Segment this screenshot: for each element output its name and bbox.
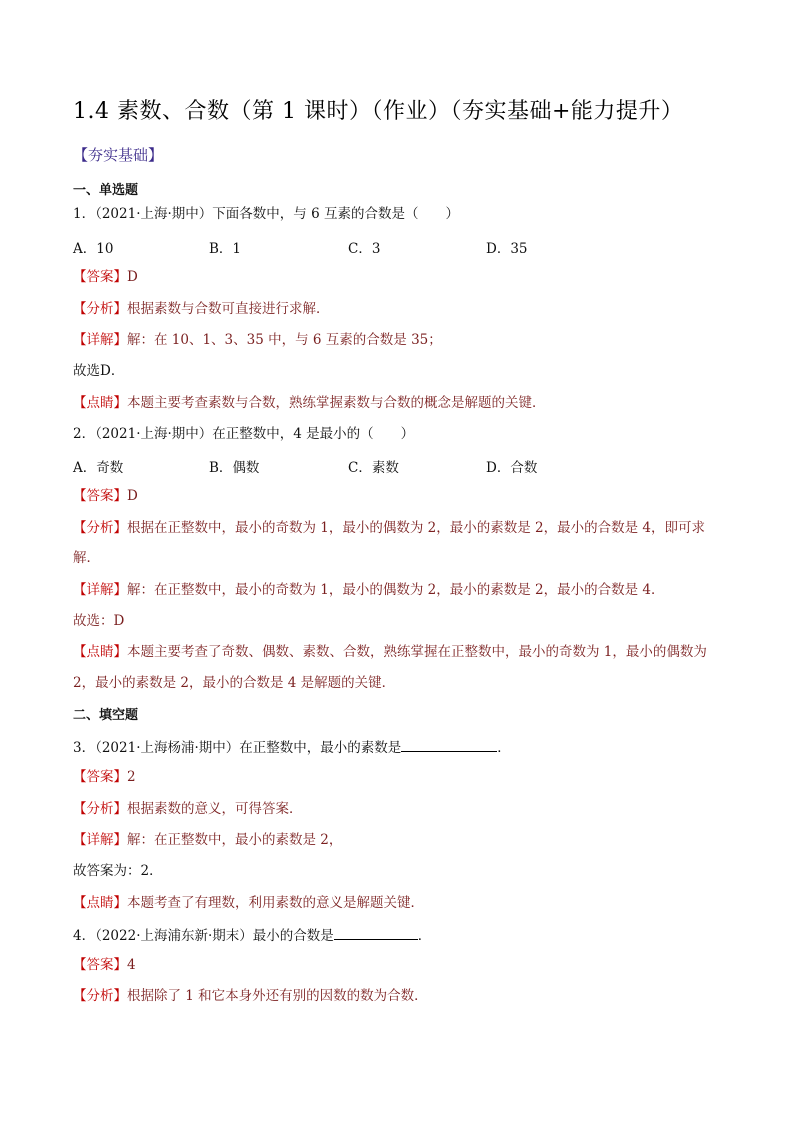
q2-answer	[73, 487, 138, 505]
analysis-tag: 【分析】	[73, 520, 127, 536]
comment-tag: 【点睛】	[73, 395, 127, 411]
detail-tag: 【详解】	[73, 582, 127, 598]
part1-heading: 一、单选题	[73, 183, 139, 198]
detail-tag: 【详解】	[73, 832, 127, 848]
q4-stem-text: 4．（2022·上海浦东新·期末）最小的合数是	[73, 928, 334, 944]
detail-text: 解：在正整数中，最小的奇数为 1，最小的偶数为 2，最小的素数是 2，最小的合数是 4．	[127, 582, 665, 598]
answer-value: 2	[127, 769, 136, 785]
q2-comment	[73, 643, 707, 661]
comment-text: 本题考查了有理数，利用素数的意义是解题关键．	[127, 895, 424, 911]
q1-option-b: B．1	[209, 241, 242, 257]
q2-option-d: D．合数	[486, 460, 538, 476]
q2-choose: 故选：D	[73, 613, 125, 629]
q1-detail	[73, 331, 442, 349]
q3-stem-end: ．	[497, 740, 511, 756]
answer-value: D	[127, 488, 138, 504]
q2-detail	[73, 581, 665, 599]
q2-stem: 2．（2021·上海·期中）在正整数中，4 是最小的（ ）	[73, 426, 415, 442]
part2-heading: 二、填空题	[73, 708, 139, 723]
analysis-tag: 【分析】	[73, 801, 127, 817]
section-label: 【夯实基础】	[73, 146, 164, 164]
q3-stem-text: 3．（2021·上海杨浦·期中）在正整数中，最小的素数是	[73, 740, 402, 756]
answer-tag: 【答案】	[73, 269, 127, 285]
comment-tag: 【点睛】	[73, 644, 127, 660]
detail-text: 解：在正整数中，最小的素数是 2，	[127, 832, 343, 848]
detail-tag: 【详解】	[73, 332, 127, 348]
q4-answer	[73, 956, 136, 974]
analysis-text: 根据除了 1 和它本身外还有别的因数的数为合数．	[127, 988, 428, 1004]
q2-analysis-cont: 解．	[73, 550, 100, 566]
q2-comment-cont: 2，最小的素数是 2，最小的合数是 4 是解题的关键．	[73, 675, 396, 691]
analysis-text: 根据素数的意义，可得答案．	[127, 801, 303, 817]
q3-conclusion: 故答案为：2．	[73, 863, 163, 879]
q1-comment	[73, 394, 546, 412]
q4-answer-blank[interactable]	[334, 925, 418, 940]
q3-detail	[73, 831, 342, 849]
answer-tag: 【答案】	[73, 957, 127, 973]
comment-tag: 【点睛】	[73, 895, 127, 911]
q2-analysis	[73, 519, 705, 537]
answer-value: 4	[127, 957, 136, 973]
answer-value: D	[127, 269, 138, 285]
q3-comment	[73, 894, 424, 912]
q4-stem	[73, 925, 431, 945]
q2-option-c: C．素数	[348, 460, 399, 476]
q1-option-d: D．35	[486, 241, 528, 257]
q1-option-a: A．10	[73, 241, 114, 257]
q3-answer	[73, 768, 136, 786]
analysis-text: 根据素数与合数可直接进行求解．	[127, 301, 330, 317]
q1-stem: 1．（2021·上海·期中）下面各数中，与 6 互素的合数是（ ）	[73, 206, 459, 222]
q3-analysis	[73, 800, 303, 818]
comment-text: 本题主要考查素数与合数，熟练掌握素数与合数的概念是解题的关键．	[127, 395, 546, 411]
answer-tag: 【答案】	[73, 488, 127, 504]
q3-answer-blank[interactable]	[401, 737, 497, 752]
answer-tag: 【答案】	[73, 769, 127, 785]
analysis-tag: 【分析】	[73, 301, 127, 317]
page-title: 1.4 素数、合数（第 1 课时）（作业）（夯实基础+能力提升）	[73, 99, 684, 124]
q4-analysis	[73, 987, 428, 1005]
q1-answer	[73, 268, 138, 286]
analysis-tag: 【分析】	[73, 988, 127, 1004]
q3-stem	[73, 737, 511, 757]
q2-option-a: A．奇数	[73, 460, 124, 476]
analysis-text: 根据在正整数中，最小的奇数为 1，最小的偶数为 2，最小的素数是 2，最小的合数是 4，即可求	[127, 520, 706, 536]
q1-analysis	[73, 300, 330, 318]
detail-text: 解：在 10、1、3、35 中，与 6 互素的合数是 35；	[127, 332, 442, 348]
q1-option-c: C．3	[348, 241, 381, 257]
q2-option-b: B．偶数	[209, 460, 260, 476]
q1-choose: 故选D．	[73, 363, 125, 379]
q4-stem-end: ．	[417, 928, 432, 944]
comment-text: 本题主要考查了奇数、偶数、素数、合数，熟练掌握在正整数中，最小的奇数为 1，最小的偶数为	[127, 644, 707, 660]
